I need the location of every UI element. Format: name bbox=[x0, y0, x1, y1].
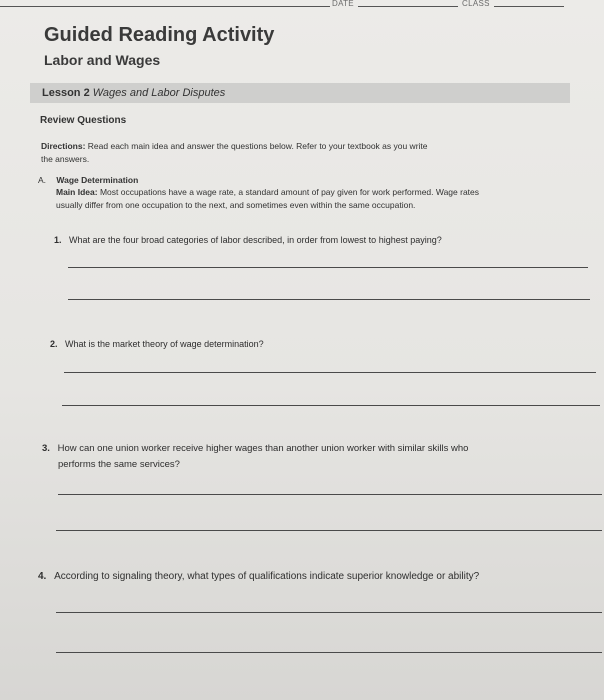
question-1-number: 1. bbox=[54, 235, 62, 245]
question-1-text: What are the four broad categories of labor described, in order from lowest to highest paying? bbox=[69, 235, 442, 245]
class-label: CLASS bbox=[462, 0, 490, 8]
directions-text-line2: the answers. bbox=[41, 154, 90, 164]
answer-line-1a[interactable] bbox=[68, 267, 588, 268]
part-a-title: Wage Determination bbox=[56, 175, 139, 185]
directions-label: Directions: bbox=[41, 141, 86, 151]
directions-text-line1: Read each main idea and answer the questions below. Refer to your textbook as you write bbox=[87, 141, 428, 151]
question-3-number: 3. bbox=[42, 443, 50, 454]
main-idea bbox=[56, 186, 586, 212]
lesson-heading bbox=[42, 87, 225, 99]
answer-line-1b[interactable] bbox=[68, 299, 590, 300]
answer-line-4a[interactable] bbox=[56, 612, 602, 613]
part-a-marker: A. bbox=[38, 175, 47, 185]
answer-line-3a[interactable] bbox=[58, 494, 602, 495]
class-line bbox=[494, 6, 564, 7]
question-4 bbox=[38, 571, 479, 582]
question-3-text-line2: performs the same services? bbox=[58, 459, 180, 470]
answer-line-3b[interactable] bbox=[56, 530, 602, 531]
lesson-name: Wages and Labor Disputes bbox=[92, 87, 226, 99]
directions bbox=[41, 140, 561, 166]
answer-line-4b[interactable] bbox=[56, 652, 602, 653]
question-2 bbox=[50, 339, 264, 349]
date-label: DATE bbox=[332, 0, 354, 8]
question-4-text: According to signaling theory, what types of qualifications indicate superior knowledge or ability? bbox=[54, 571, 480, 582]
question-3 bbox=[42, 441, 468, 473]
page-subtitle: Labor and Wages bbox=[44, 52, 161, 68]
question-2-text: What is the market theory of wage determination? bbox=[65, 339, 264, 349]
top-rule bbox=[0, 6, 330, 7]
question-2-number: 2. bbox=[50, 339, 58, 349]
lesson-label: Lesson 2 bbox=[42, 87, 90, 99]
main-idea-line2: usually differ from one occupation to the next, and sometimes even within the same occupation. bbox=[56, 200, 416, 210]
question-1 bbox=[54, 235, 442, 245]
section-heading: Review Questions bbox=[40, 115, 127, 126]
main-idea-line1: Most occupations have a wage rate, a standard amount of pay given for work performed. Wage rates bbox=[99, 187, 480, 197]
page-title: Guided Reading Activity bbox=[44, 24, 275, 46]
date-line bbox=[358, 6, 458, 7]
main-idea-label: Main Idea: bbox=[56, 187, 98, 197]
question-3-text-line1: How can one union worker receive higher wages than another union worker with similar skills who bbox=[57, 443, 469, 454]
question-4-number: 4. bbox=[38, 571, 47, 582]
answer-line-2a[interactable] bbox=[64, 372, 596, 373]
answer-line-2b[interactable] bbox=[62, 405, 600, 406]
